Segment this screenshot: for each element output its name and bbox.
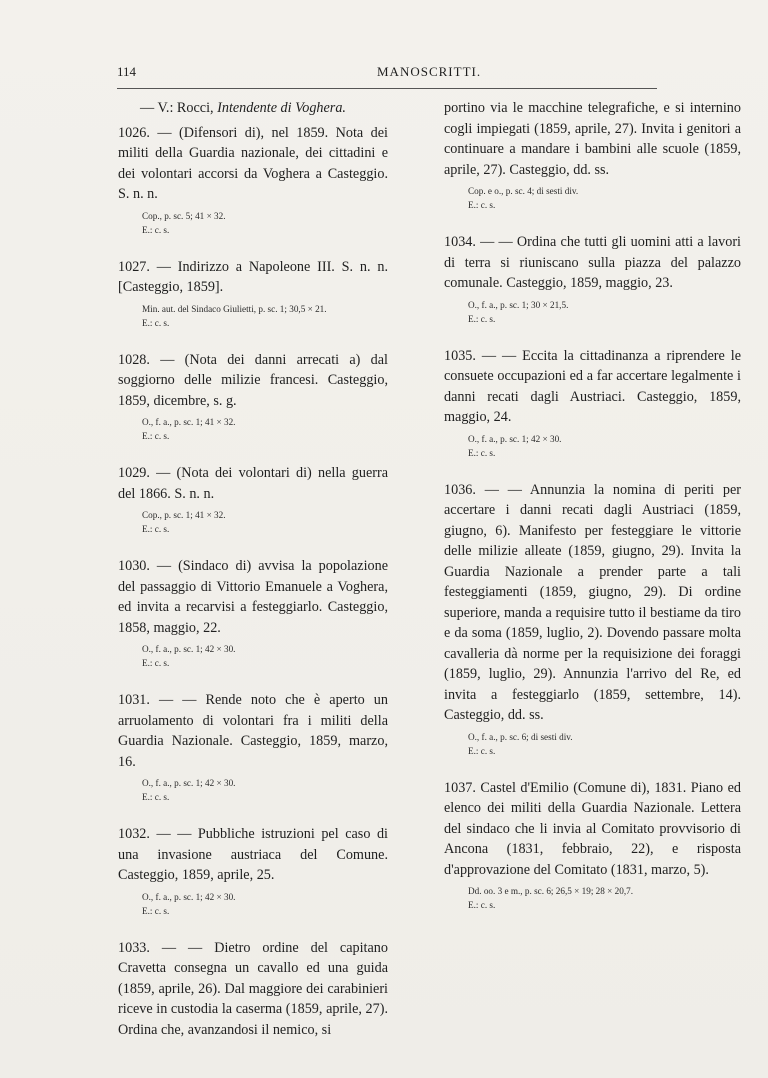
entry-divider bbox=[118, 918, 388, 938]
cross-reference-prefix: — V.: Rocci, bbox=[140, 100, 218, 116]
entry-meta: O., f. a., p. sc. 1; 42 × 30. bbox=[468, 433, 562, 444]
entry-1037 bbox=[444, 778, 741, 913]
entry-meta: E.: c. s. bbox=[468, 900, 496, 910]
entry-1034 bbox=[444, 232, 741, 326]
entry-1036 bbox=[444, 480, 741, 758]
entry-text: 1031. — — Rende noto che è aperto un arruolamento di volontari fra i militi della Guardia Nazionale. Casteggio, 1859, marzo, 16. bbox=[118, 692, 388, 770]
entry-1032 bbox=[118, 824, 388, 918]
entry-meta: O., f. a., p. sc. 1; 42 × 30. bbox=[142, 644, 236, 654]
entry-text: 1027. — Indirizzo a Napoleone III. S. n. n. [Casteggio, 1859]. bbox=[118, 258, 388, 295]
entry-1026 bbox=[118, 123, 388, 237]
entry-meta: Cop. e o., p. sc. 4; di sesti div. bbox=[468, 186, 579, 196]
entry-text: 1029. — (Nota dei volontari di) nella guerra del 1866. S. n. n. bbox=[118, 465, 388, 502]
entry-meta: E.: c. s. bbox=[142, 224, 170, 235]
entry-divider bbox=[118, 443, 388, 463]
entry-divider bbox=[444, 212, 741, 232]
entry-divider bbox=[118, 670, 388, 690]
left-column bbox=[118, 98, 388, 1040]
entry-text: 1035. — — Eccita la cittadinanza a riprendere le consuete occupazioni ed a far accertare legalmente i danni recati dagli Austriaci. Casteggio, 1859, maggio, 24. bbox=[444, 347, 741, 425]
running-title: MANOSCRITTI. bbox=[377, 64, 482, 79]
entry-meta: E.: c. s. bbox=[142, 524, 170, 534]
entry-divider bbox=[444, 758, 741, 778]
entry-1030 bbox=[118, 556, 388, 670]
entry-meta: E.: c. s. bbox=[468, 200, 496, 210]
entry-divider bbox=[444, 460, 741, 480]
entry-text: 1033. — — Dietro ordine del capitano Cravetta consegna un cavallo ed una guida (1859, aprile, 26). Dal maggiore dei carabinieri riceve in custodia la caserma (1859, aprile, 27). Ordina che, avanzandosi il nemico, si bbox=[118, 939, 388, 1038]
entry-meta: O., f. a., p. sc. 1; 41 × 32. bbox=[142, 417, 236, 427]
entry-text: 1028. — (Nota dei danni arrecati a) dal soggiorno delle milizie francesi. Casteggio, 1859, dicembre, s. g. bbox=[118, 351, 388, 409]
entry-meta: O., f. a., p. sc. 1; 42 × 30. bbox=[142, 891, 236, 902]
entry-meta: Cop., p. sc. 1; 41 × 32. bbox=[142, 510, 226, 520]
entry-meta: Cop., p. sc. 5; 41 × 32. bbox=[142, 210, 226, 221]
entry-meta: O., f. a., p. sc. 1; 42 × 30. bbox=[142, 778, 236, 788]
entry-meta: E.: c. s. bbox=[468, 745, 496, 756]
entry-meta: E.: c. s. bbox=[468, 447, 496, 458]
entry-divider bbox=[118, 536, 388, 556]
entry-text: 1032. — — Pubbliche istruzioni pel caso di una invasione austriaca del Comune. Casteggio, 1859, aprile, 25. bbox=[118, 826, 388, 883]
entry-meta: E.: c. s. bbox=[468, 313, 496, 324]
header-rule bbox=[117, 88, 657, 89]
entry-text: 1037. Castel d'Emilio (Comune di), 1831. Piano ed elenco dei militi della Guardia Nazionale. Lettera del sindaco che li invia al Comitato provvisorio di Ancona (1831, febbraio, 22), e risposta d'approvazione del Comitato (1831, marzo, 5). bbox=[444, 779, 741, 878]
entry-meta: E.: c. s. bbox=[142, 658, 170, 668]
entry-meta: Dd. oo. 3 e m., p. sc. 6; 26,5 × 19; 28 × 20,7. bbox=[468, 886, 634, 896]
entry-divider bbox=[118, 804, 388, 824]
right-column bbox=[444, 98, 741, 912]
entry-divider bbox=[118, 237, 388, 257]
page-number: 114 bbox=[117, 64, 137, 79]
entry-1033-continued bbox=[444, 98, 741, 212]
entry-text: 1030. — (Sindaco di) avvisa la popolazione del passaggio di Vittorio Emanuele a Voghera, ed invita a recarvisi a festeggiarlo. Casteggio, 1858, maggio, 22. bbox=[118, 558, 388, 636]
cross-reference-italic: Intendente di Voghera. bbox=[217, 100, 346, 116]
entry-text: portino via le macchine telegrafiche, e si internino cogli impiegati (1859, aprile, 27). Invita i genitori a continuare a mandare i bambini alle scuole (1859, aprile, 27). Casteggio, dd. ss. bbox=[444, 100, 741, 178]
entry-divider bbox=[118, 330, 388, 350]
entry-1031 bbox=[118, 690, 388, 804]
entry-meta: E.: c. s. bbox=[142, 792, 170, 802]
entry-1028 bbox=[118, 350, 388, 444]
entry-1035 bbox=[444, 346, 741, 460]
running-header bbox=[117, 64, 657, 84]
entry-text: 1026. — (Difensori di), nel 1859. Nota dei militi della Guardia nazionale, dei cittadini e dei volontari accorsi da Voghera a Casteggio. S. n. n. bbox=[118, 124, 388, 202]
entry-text: 1036. — — Annunzia la nomina di periti per accertare i danni recati dagli Austriaci (1859, giugno, 6). Manifesto per festeggiare le vittorie delle milizie alleate (1859, giugno, 29). Invita la Guardia Nazionale a prender parte a tali festeggiamenti (1859, giugno, 29). Di ordine superiore, manda a requisire tutto il bestiame da tiro e da soma (1859, luglio, 2). Dovendo passare molta cavalleria dà norme per la requisizione dei foraggi (1859, luglio, 29). Annunzia l'arrivo del Re, ed invita a festeggiarlo (1859, settembre, 14). Casteggio, dd. ss. bbox=[444, 481, 741, 723]
entry-meta: E.: c. s. bbox=[142, 905, 170, 916]
cross-reference bbox=[118, 98, 388, 119]
entry-meta: E.: c. s. bbox=[142, 317, 170, 328]
entry-text: 1034. — — Ordina che tutti gli uomini atti a lavori di terra si riuniscano sulla piazza del palazzo comunale. Casteggio, 1859, maggio, 23. bbox=[444, 234, 741, 291]
entry-1033 bbox=[118, 938, 388, 1041]
entry-meta: O., f. a., p. sc. 6; di sesti div. bbox=[468, 731, 573, 742]
entry-1027 bbox=[118, 257, 388, 330]
entry-1029 bbox=[118, 463, 388, 536]
entry-meta: O., f. a., p. sc. 1; 30 × 21,5. bbox=[468, 299, 569, 310]
entry-meta: E.: c. s. bbox=[142, 431, 170, 441]
entry-meta: Min. aut. del Sindaco Giulietti, p. sc. 1; 30,5 × 21. bbox=[142, 303, 327, 314]
entry-divider bbox=[444, 326, 741, 346]
